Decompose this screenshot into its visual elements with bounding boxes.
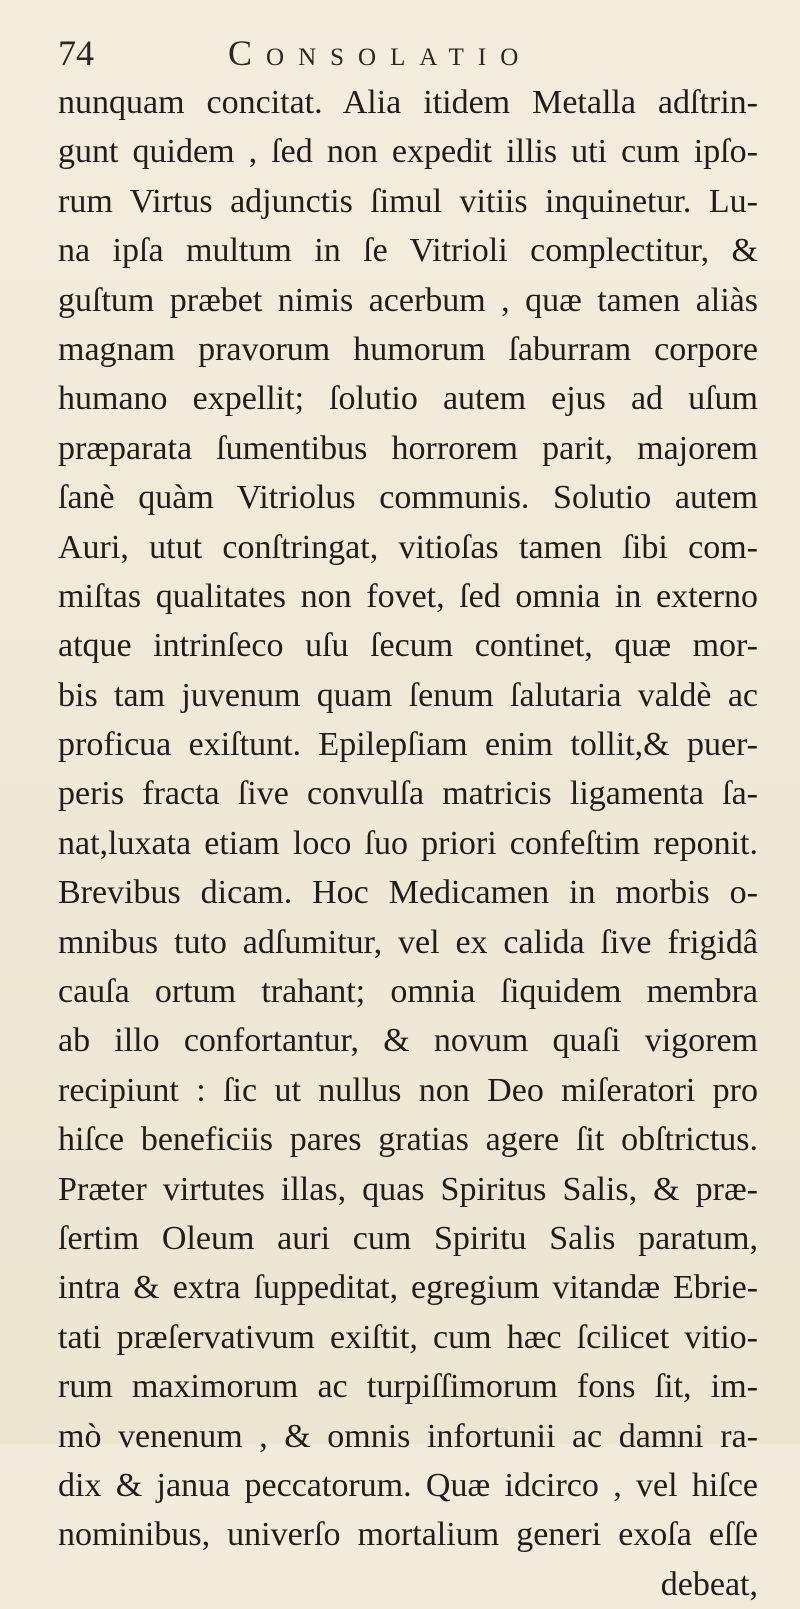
text-line: intra & extra ſuppeditat, egregium vitandæ Ebrie- [58, 1269, 758, 1307]
page-header [58, 28, 758, 78]
text-line: humano expellit; ſolutio autem ejus ad uſum [58, 380, 758, 418]
text-line: cauſa ortum trahant; omnia ſiquidem membra [58, 973, 758, 1011]
text-line: nat,luxata etiam loco ſuo priori confeſtim reponit. [58, 824, 758, 862]
text-line: peris fracta ſive convulſa matricis ligamenta ſa- [58, 775, 758, 813]
text-line: Præter virtutes illas, quas Spiritus Salis, & præ- [58, 1170, 758, 1208]
text-line: Brevibus dicam. Hoc Medicamen in morbis o- [58, 874, 758, 912]
text-line: dix & janua peccatorum. Quæ idcirco , vel hiſce [58, 1466, 758, 1504]
text-line: atque intrinſeco uſu ſecum continet, quæ mor- [58, 627, 758, 665]
body-text [58, 78, 758, 1609]
text-line: Auri, utut conſtringat, vitioſas tamen ſibi com- [58, 528, 758, 566]
text-line: ſanè quàm Vitriolus communis. Solutio autem [58, 479, 758, 517]
text-line: rum Virtus adjunctis ſimul vitiis inquinetur. Lu- [58, 182, 758, 220]
text-line: rum maximorum ac turpiſſimorum fons ſit, im- [58, 1368, 758, 1406]
text-line: bis tam juvenum quam ſenum ſalutaria valdè ac [58, 676, 758, 714]
running-title: Consolatio [228, 33, 533, 73]
text-line: proficua exiſtunt. Epilepſiam enim tollit,& puer- [58, 726, 758, 764]
text-line: nunquam concitat. Alia itidem Metalla adſtrin- [58, 84, 758, 121]
text-line: præparata ſumentibus horrorem parit, majorem [58, 429, 758, 467]
text-line: miſtas qualitates non fovet, ſed omnia in externo [58, 577, 758, 615]
text-line: guſtum præbet nimis acerbum , quæ tamen aliàs [58, 281, 758, 319]
text-line: ab illo confortantur, & novum quaſi vigorem [58, 1022, 758, 1060]
page-number: 74 [58, 33, 94, 73]
text-line: gunt quidem , ſed non expedit illis uti cum ipſo- [58, 133, 758, 171]
text-line: ſertim Oleum auri cum Spiritu Salis paratum, [58, 1219, 758, 1257]
text-line: na ipſa multum in ſe Vitrioli complectitur, & [58, 232, 758, 270]
text-line: tati præſervativum exiſtit, cum hæc ſcilicet vitio- [58, 1318, 758, 1356]
text-line: hiſce beneficiis pares gratias agere ſit obſtrictus. [58, 1121, 758, 1159]
catchword: debeat, [660, 1565, 758, 1603]
text-line: nominibus, univerſo mortalium generi exoſa eſſe [58, 1516, 758, 1554]
text-line: magnam pravorum humorum ſaburram corpore [58, 330, 758, 368]
text-line: mò venenum , & omnis infortunii ac damni ra- [58, 1417, 758, 1455]
text-line: recipiunt : ſic ut nullus non Deo miſeratori pro [58, 1071, 758, 1109]
text-line: mnibus tuto adſumitur, vel ex calida ſive frigidâ [58, 923, 758, 961]
